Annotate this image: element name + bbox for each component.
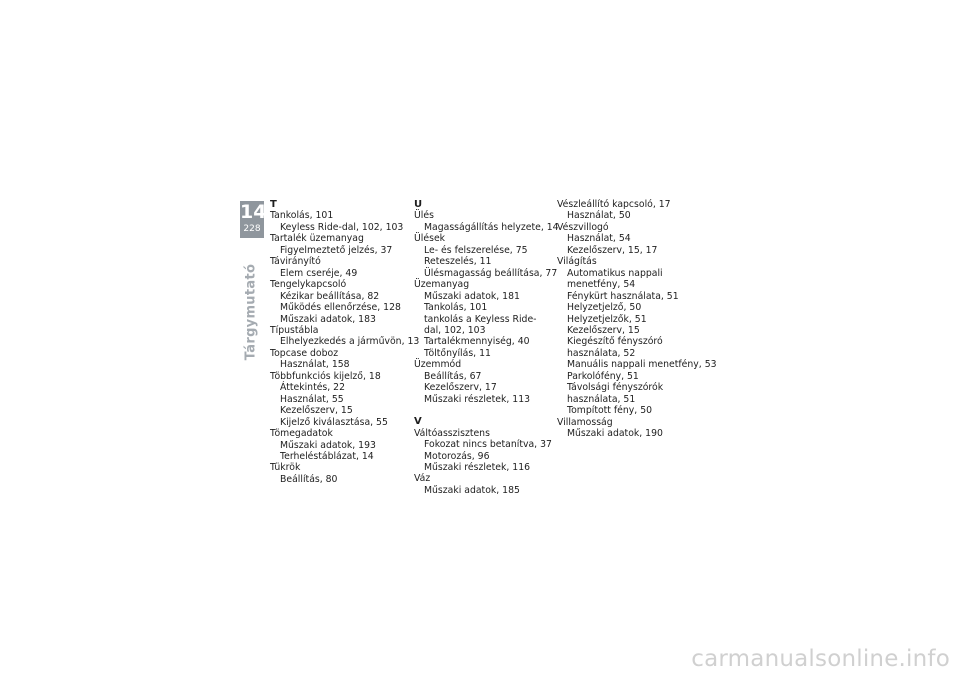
index-subentry: Kiegészítő fényszóró [567,336,663,348]
index-subentry: Áttekintés, 22 [280,382,346,394]
index-subentry: Beállítás, 80 [280,473,338,485]
index-letter: U [414,199,423,210]
index-subentry: Parkolófény, 51 [567,370,639,382]
index-subentry: Műszaki adatok, 190 [567,428,663,440]
index-subentry: Használat, 54 [567,233,631,245]
index-subentry: Kijelző kiválasztása, 55 [280,416,388,428]
index-subentry: Műszaki adatok, 183 [280,313,376,325]
index-subentry: Használat, 55 [280,393,344,405]
index-subentry: Le- és felszerelése, 75 [424,244,528,256]
index-subentry: Fénykürt használata, 51 [567,290,679,302]
index-entry: Villamosság [557,416,613,428]
index-entry: Üzemmód [414,359,462,371]
index-entry: Többfunkciós kijelző, 18 [270,370,381,382]
chapter-number: 14 [240,201,267,223]
index-subentry: Töltőnyílás, 11 [424,347,491,359]
index-entry: Tükrök [270,462,301,474]
index-subentry: Távolsági fényszórók [567,382,664,394]
index-entry: Üzemanyag [414,279,470,291]
index-subentry: Magasságállítás helyzete, 14 [424,221,559,233]
index-subentry: Műszaki adatok, 181 [424,290,520,302]
spacer [414,405,559,416]
index-subentry: Manuális nappali menetfény, 53 [567,359,717,371]
index-subentry: Használat, 50 [567,210,631,222]
index-subentry: Helyzetjelző, 50 [567,302,642,314]
index-subentry: Kezelőszerv, 15 [567,324,640,336]
index-entry: Típustábla [270,324,319,336]
index-entry: Váz [414,473,431,485]
index-subentry: Beállítás, 67 [424,370,482,382]
index-column-1 [270,199,419,485]
page-number: 228 [243,224,261,234]
index-subentry: Kezelőszerv, 17 [424,382,497,394]
index-subentry: használata, 52 [567,347,636,359]
index-subentry: Motorozás, 96 [424,450,490,462]
index-subentry: Műszaki adatok, 193 [280,439,376,451]
index-subentry: Elem cseréje, 49 [280,267,358,279]
index-entry: Ülés [414,210,434,222]
index-subentry: Műszaki részletek, 113 [424,393,531,405]
index-entry: Ülések [414,233,446,245]
index-subentry: Tartalékmennyiség, 40 [424,336,530,348]
section-label: Tárgymutató [243,263,259,361]
index-subentry: Kézikar beállítása, 82 [280,290,380,302]
index-entry: Topcase doboz [270,347,339,359]
index-subentry: Kezelőszerv, 15, 17 [567,244,658,256]
index-subentry: Keyless Ride-dal, 102, 103 [280,221,404,233]
index-entry: Tankolás, 101 [270,210,334,222]
index-entry: Tömegadatok [270,428,333,440]
index-subentry: Reteszelés, 11 [424,256,492,268]
index-subentry: Használat, 158 [280,359,350,371]
chapter-tab [240,201,267,238]
index-subentry: dal, 102, 103 [424,324,486,336]
index-entry: Váltóasszisztens [414,427,490,439]
index-subentry: Működés ellenőrzése, 128 [280,302,401,314]
index-subentry: Műszaki adatok, 185 [424,484,520,496]
index-entry: Tengelykapcsoló [270,279,347,291]
index-subentry: Elhelyezkedés a járművön, 13 [280,336,420,348]
index-subentry: tankolás a Keyless Ride- [424,313,537,325]
index-subentry: Terheléstáblázat, 14 [280,450,374,462]
index-subentry: Tompított fény, 50 [567,405,653,417]
index-entry: Világítás [557,256,597,268]
index-subentry: Fokozat nincs betanítva, 37 [424,439,552,451]
index-subentry: Figyelmeztető jelzés, 37 [280,244,393,256]
index-subentry: Tankolás, 101 [424,302,488,314]
index-entry: Tartalék üzemanyag [270,233,364,245]
index-column-2 [414,199,559,496]
index-column-3 [557,199,717,440]
index-entry: Vészleállító kapcsoló, 17 [557,199,671,210]
watermark: carmanualsonline.info [691,646,950,672]
index-entry: Távirányító [270,256,321,268]
index-subentry: Műszaki részletek, 116 [424,461,531,473]
index-subentry: Ülésmagasság beállítása, 77 [424,267,558,279]
index-subentry: használata, 51 [567,393,636,405]
index-letter: T [270,199,277,210]
index-entry: Vészvillogó [557,221,609,233]
index-subentry: menetfény, 54 [567,279,636,291]
index-subentry: Kezelőszerv, 15 [280,405,353,417]
index-subentry: Automatikus nappali [567,267,663,279]
index-letter: V [414,416,422,428]
index-subentry: Helyzetjelzők, 51 [567,313,647,325]
